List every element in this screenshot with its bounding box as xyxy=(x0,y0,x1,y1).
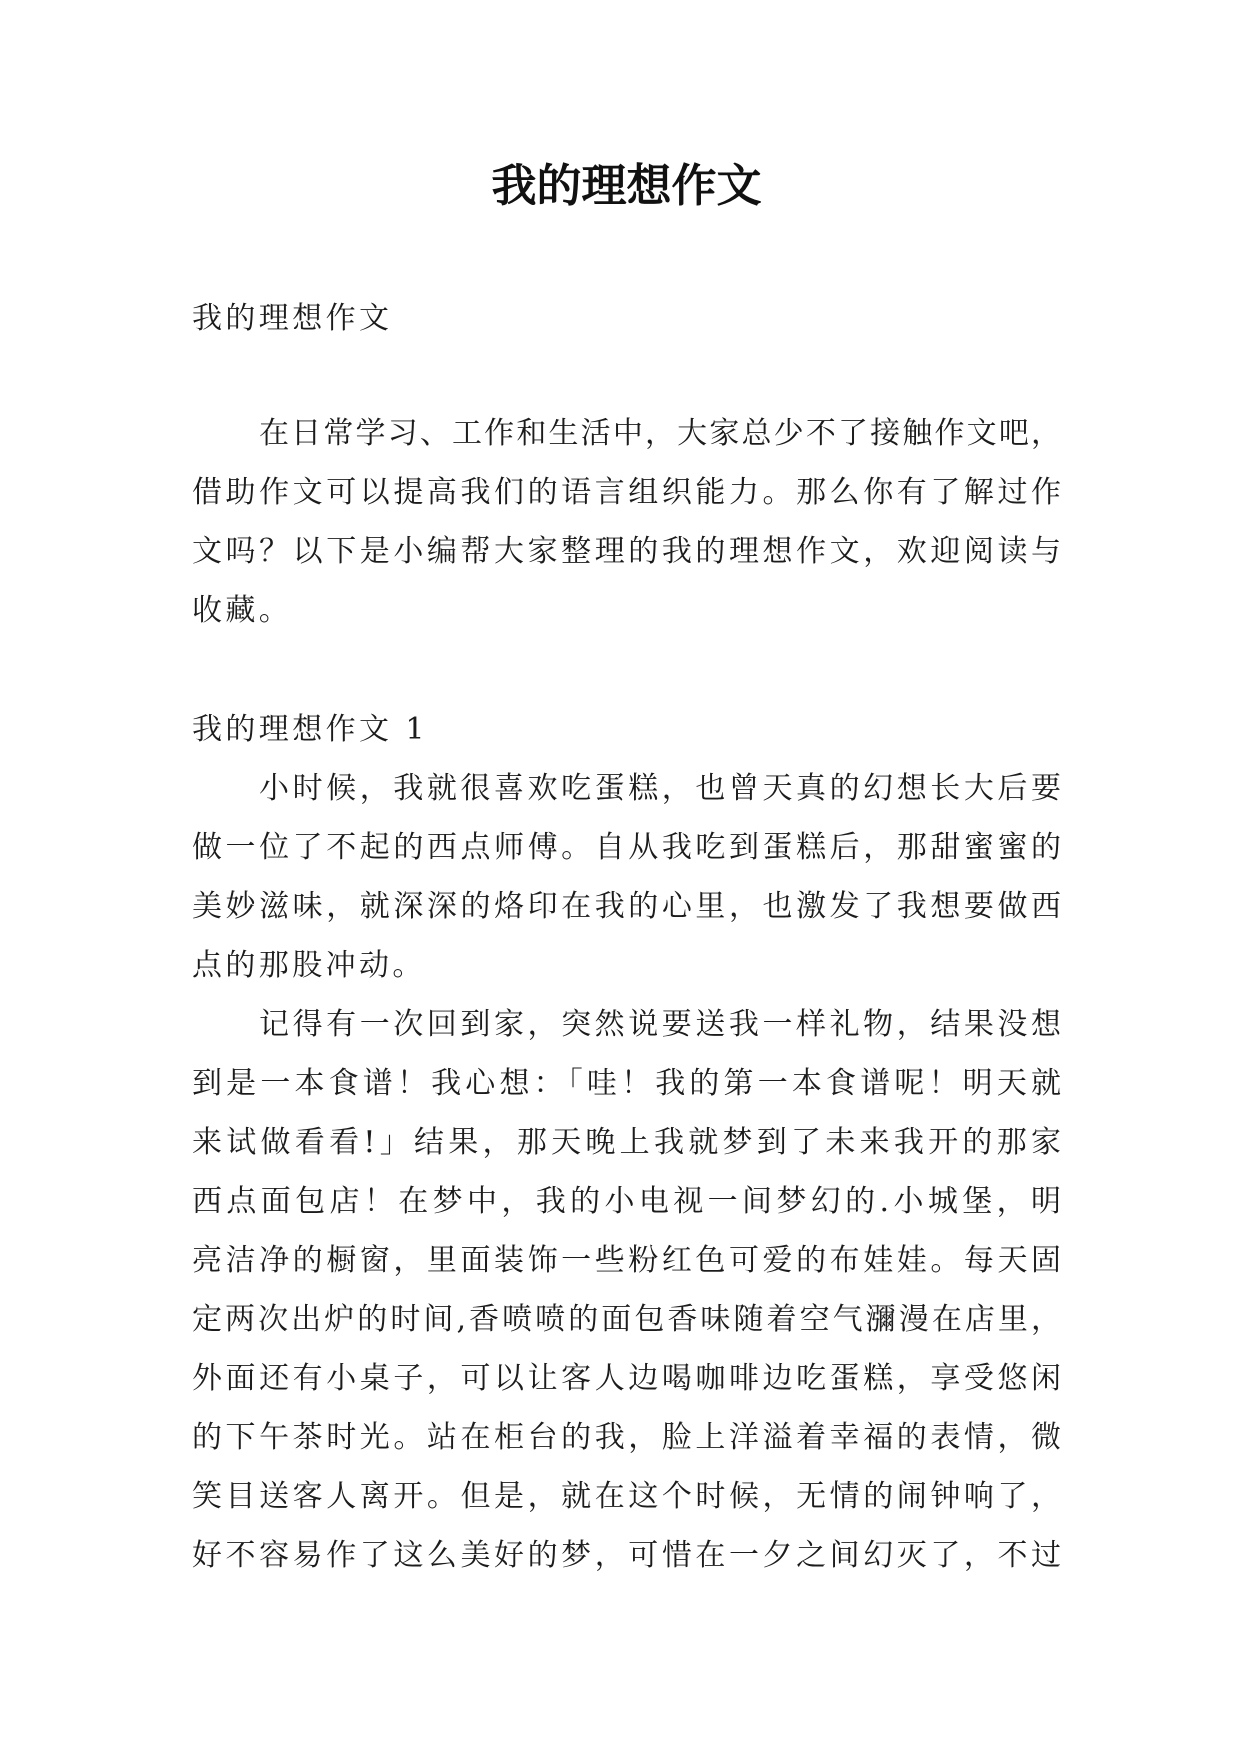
paragraph-line: 的下午茶时光。站在柜台的我，脸上洋溢着幸福的表情，微 xyxy=(192,1420,1061,1455)
paragraph-line: 好不容易作了这么美好的梦，可惜在一夕之间幻灭了，不过 xyxy=(192,1538,1061,1573)
paragraph-line: 定两次出炉的时间,香喷喷的面包香味随着空气瀰漫在店里， xyxy=(192,1302,1061,1337)
paragraph-line: 笑目送客人离开。但是，就在这个时候，无情的闹钟响了， xyxy=(192,1479,1061,1514)
document-subtitle: 我的理想作文 xyxy=(192,301,393,336)
paragraph-line: 小时候，我就很喜欢吃蛋糕，也曾天真的幻想长大后要 xyxy=(259,771,1061,806)
intro-paragraph xyxy=(192,404,1061,640)
paragraph-line: 收藏。 xyxy=(192,593,293,628)
paragraph-line: 亮洁净的橱窗，里面装饰一些粉红色可爱的布娃娃。每天固 xyxy=(192,1243,1061,1278)
essay-section xyxy=(192,700,1061,1585)
paragraph-line: 美妙滋味，就深深的烙印在我的心里，也激发了我想要做西 xyxy=(192,889,1061,924)
essay-paragraph xyxy=(192,759,1061,995)
paragraph-line: 西点面包店！在梦中，我的小电视一间梦幻的.小城堡，明 xyxy=(192,1184,1061,1219)
paragraph-line: 记得有一次回到家，突然说要送我一样礼物，结果没想 xyxy=(259,1007,1061,1042)
document-subtitle-block xyxy=(192,289,1061,348)
paragraph-line: 点的那股冲动。 xyxy=(192,948,426,983)
paragraph-line: 来试做看看!」结果，那天晚上我就梦到了未来我开的那家 xyxy=(192,1125,1061,1160)
paragraph-line: 在日常学习、工作和生活中，大家总少不了接触作文吧， xyxy=(259,416,1061,451)
paragraph-line: 外面还有小桌子，可以让客人边喝咖啡边吃蛋糕，享受悠闲 xyxy=(192,1361,1061,1396)
document-title: 我的理想作文 xyxy=(491,159,762,212)
essay-paragraph xyxy=(192,995,1061,1585)
paragraph-line: 借助作文可以提高我们的语言组织能力。那么你有了解过作 xyxy=(192,475,1061,510)
paragraph-line: 文吗？以下是小编帮大家整理的我的理想作文，欢迎阅读与 xyxy=(192,534,1061,569)
paragraph-line: 做一位了不起的西点师傅。自从我吃到蛋糕后，那甜蜜蜜的 xyxy=(192,830,1061,865)
paragraph-line: 到是一本食谱！我心想：「哇！我的第一本食谱呢！明天就 xyxy=(192,1066,1061,1101)
section-heading: 我的理想作文 1 xyxy=(192,712,428,747)
